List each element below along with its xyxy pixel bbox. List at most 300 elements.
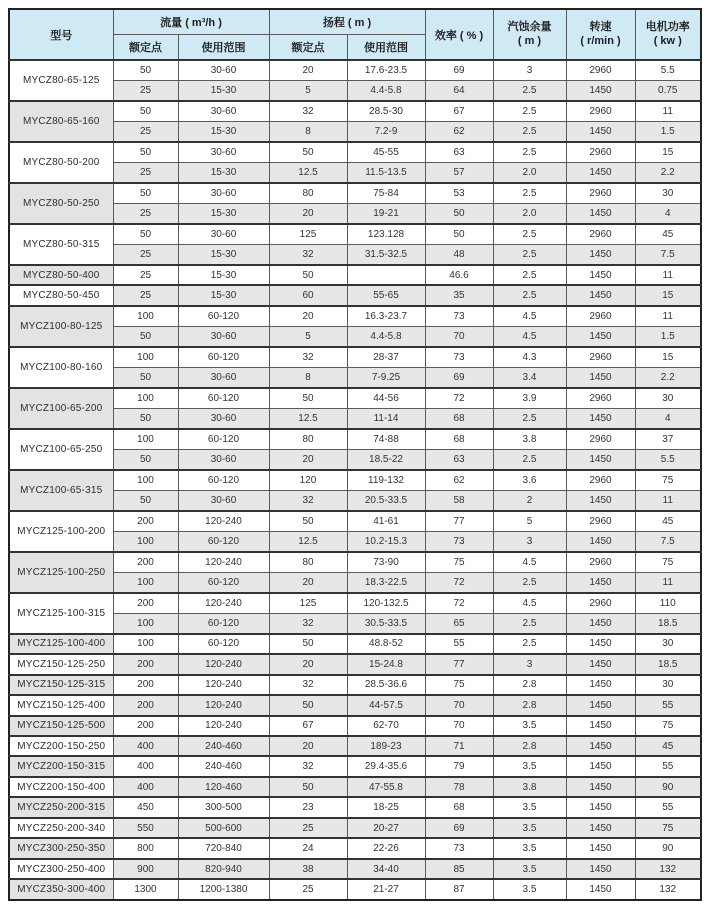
npsh-cell: 3.4 [493,367,566,387]
efficiency-cell: 68 [425,429,493,449]
model-cell: MYCZ80-65-160 [9,101,113,142]
power-cell: 45 [635,511,701,531]
flow-rated-cell: 200 [113,675,178,695]
model-cell: MYCZ100-65-250 [9,429,113,470]
efficiency-cell: 69 [425,818,493,838]
flow-range-cell: 120-460 [178,777,269,797]
npsh-cell: 2.5 [493,265,566,285]
table-row [9,879,701,900]
speed-cell: 1450 [566,613,635,633]
npsh-cell: 2.5 [493,121,566,141]
flow-range-cell: 120-240 [178,675,269,695]
efficiency-cell: 65 [425,613,493,633]
flow-rated-cell: 100 [113,531,178,551]
table-row [9,224,701,244]
table-row [9,101,701,121]
npsh-cell: 2.5 [493,408,566,428]
flow-range-cell: 30-60 [178,183,269,203]
speed-cell: 2960 [566,388,635,408]
head-range-cell: 17.6-23.5 [347,60,425,80]
power-cell: 11 [635,572,701,592]
model-cell: MYCZ200-150-400 [9,777,113,797]
npsh-cell: 2.5 [493,80,566,100]
head-rated-cell: 25 [269,818,347,838]
speed-cell: 2960 [566,470,635,490]
speed-cell: 1450 [566,265,635,285]
power-cell: 1.5 [635,121,701,141]
npsh-cell: 2.8 [493,736,566,756]
flow-range-cell: 120-240 [178,511,269,531]
head-range-cell: 75-84 [347,183,425,203]
speed-cell: 1450 [566,716,635,736]
head-range-cell: 28-37 [347,347,425,367]
col-header-npsh [493,9,566,60]
efficiency-cell: 73 [425,306,493,326]
npsh-cell: 2.5 [493,142,566,162]
speed-cell: 1450 [566,121,635,141]
head-range-cell: 7.2-9 [347,121,425,141]
table-row [9,531,701,551]
power-cell: 90 [635,838,701,858]
flow-range-cell: 120-240 [178,654,269,674]
model-cell: MYCZ125-100-200 [9,511,113,552]
head-rated-cell: 120 [269,470,347,490]
power-cell: 4 [635,203,701,223]
table-row [9,470,701,490]
head-rated-cell: 23 [269,797,347,817]
efficiency-cell: 62 [425,121,493,141]
head-rated-cell: 32 [269,347,347,367]
power-cell: 110 [635,593,701,613]
power-unit: ( kw ) [653,34,682,47]
flow-rated-cell: 100 [113,429,178,449]
model-cell: MYCZ300-250-350 [9,838,113,858]
table-row [9,142,701,162]
flow-rated-cell: 200 [113,552,178,572]
table-row [9,449,701,469]
flow-range-cell: 30-60 [178,367,269,387]
npsh-cell: 3.5 [493,838,566,858]
efficiency-cell: 71 [425,736,493,756]
power-label: 电机功率 [645,20,690,33]
power-cell: 2.2 [635,162,701,182]
flow-rated-cell: 1300 [113,879,178,900]
table-row [9,511,701,531]
efficiency-cell: 70 [425,326,493,346]
head-rated-cell: 50 [269,634,347,654]
flow-range-cell: 30-60 [178,60,269,80]
table-row [9,756,701,776]
model-cell: MYCZ100-80-125 [9,306,113,347]
power-cell: 11 [635,490,701,510]
head-range-cell: 120-132.5 [347,593,425,613]
speed-cell: 1450 [566,736,635,756]
npsh-cell: 2.5 [493,244,566,264]
npsh-unit: ( m ) [517,34,542,47]
efficiency-cell: 63 [425,142,493,162]
table-row [9,818,701,838]
efficiency-cell: 79 [425,756,493,776]
npsh-cell: 2.8 [493,695,566,715]
head-range-cell: 29.4-35.6 [347,756,425,776]
table-row [9,613,701,633]
speed-cell: 1450 [566,490,635,510]
speed-cell: 1450 [566,818,635,838]
efficiency-cell: 64 [425,80,493,100]
npsh-cell: 3.8 [493,777,566,797]
table-row [9,367,701,387]
head-rated-cell: 50 [269,142,347,162]
power-cell: 0.75 [635,80,701,100]
speed-cell: 2960 [566,306,635,326]
flow-range-cell: 60-120 [178,531,269,551]
flow-range-cell: 30-60 [178,224,269,244]
model-cell: MYCZ80-50-315 [9,224,113,265]
col-header-power [635,9,701,60]
efficiency-cell: 72 [425,593,493,613]
head-rated-cell: 12.5 [269,162,347,182]
flow-rated-cell: 800 [113,838,178,858]
head-range-cell: 34-40 [347,859,425,879]
head-range-cell: 7-9.25 [347,367,425,387]
npsh-cell: 3 [493,531,566,551]
model-cell: MYCZ200-150-250 [9,736,113,756]
head-rated-cell: 38 [269,859,347,879]
power-cell: 37 [635,429,701,449]
table-row [9,675,701,695]
model-cell: MYCZ80-65-125 [9,60,113,101]
speed-cell: 1450 [566,634,635,654]
efficiency-cell: 55 [425,634,493,654]
table-row [9,347,701,367]
flow-range-cell: 120-240 [178,695,269,715]
flow-range-cell: 15-30 [178,162,269,182]
npsh-cell: 4.5 [493,306,566,326]
flow-rated-cell: 200 [113,593,178,613]
head-range-cell: 19-21 [347,203,425,223]
head-rated-cell: 50 [269,388,347,408]
speed-cell: 1450 [566,367,635,387]
flow-range-cell: 15-30 [178,285,269,305]
npsh-cell: 2.5 [493,572,566,592]
col-header-flow-range: 使用范围 [178,35,269,61]
flow-range-cell: 120-240 [178,552,269,572]
head-rated-cell: 32 [269,675,347,695]
flow-range-cell: 30-60 [178,101,269,121]
flow-range-cell: 120-240 [178,593,269,613]
flow-range-cell: 60-120 [178,613,269,633]
head-rated-cell: 5 [269,80,347,100]
model-cell: MYCZ80-50-400 [9,265,113,285]
flow-rated-cell: 50 [113,142,178,162]
flow-rated-cell: 100 [113,572,178,592]
head-range-cell: 30.5-33.5 [347,613,425,633]
head-range-cell: 41-61 [347,511,425,531]
flow-rated-cell: 200 [113,511,178,531]
power-cell: 75 [635,552,701,572]
flow-rated-cell: 50 [113,101,178,121]
npsh-cell: 2.5 [493,101,566,121]
efficiency-cell: 62 [425,470,493,490]
speed-cell: 1450 [566,654,635,674]
flow-range-cell: 15-30 [178,203,269,223]
power-cell: 132 [635,859,701,879]
model-cell: MYCZ150-125-315 [9,675,113,695]
flow-rated-cell: 50 [113,60,178,80]
head-range-cell: 28.5-36.6 [347,675,425,695]
npsh-cell: 3.5 [493,859,566,879]
flow-range-cell: 60-120 [178,572,269,592]
npsh-cell: 3.9 [493,388,566,408]
flow-rated-cell: 25 [113,285,178,305]
head-range-cell: 31.5-32.5 [347,244,425,264]
table-row [9,838,701,858]
flow-range-cell: 120-240 [178,716,269,736]
col-header-model: 型号 [9,9,113,60]
flow-range-cell: 500-600 [178,818,269,838]
head-rated-cell: 50 [269,695,347,715]
flow-rated-cell: 200 [113,654,178,674]
npsh-cell: 2.8 [493,675,566,695]
power-cell: 55 [635,756,701,776]
head-rated-cell: 8 [269,121,347,141]
npsh-cell: 4.3 [493,347,566,367]
npsh-cell: 2.5 [493,224,566,244]
efficiency-cell: 58 [425,490,493,510]
table-row [9,552,701,572]
model-cell: MYCZ300-250-400 [9,859,113,879]
efficiency-cell: 72 [425,388,493,408]
flow-range-cell: 300-500 [178,797,269,817]
power-cell: 45 [635,224,701,244]
flow-range-cell: 240-460 [178,756,269,776]
spec-table-body [9,60,701,900]
col-header-speed [566,9,635,60]
head-range-cell: 189-23 [347,736,425,756]
head-range-cell: 10.2-15.3 [347,531,425,551]
head-range-cell: 4.4-5.8 [347,80,425,100]
flow-rated-cell: 25 [113,244,178,264]
table-row [9,203,701,223]
flow-rated-cell: 100 [113,388,178,408]
flow-rated-cell: 50 [113,183,178,203]
table-row [9,60,701,80]
speed-cell: 1450 [566,162,635,182]
efficiency-cell: 70 [425,716,493,736]
speed-cell: 2960 [566,429,635,449]
flow-range-cell: 60-120 [178,470,269,490]
head-rated-cell: 60 [269,285,347,305]
flow-range-cell: 60-120 [178,429,269,449]
power-cell: 30 [635,388,701,408]
npsh-cell: 2.5 [493,183,566,203]
npsh-cell: 2.5 [493,634,566,654]
head-rated-cell: 24 [269,838,347,858]
table-row [9,797,701,817]
flow-rated-cell: 100 [113,470,178,490]
model-cell: MYCZ125-100-400 [9,634,113,654]
power-cell: 15 [635,347,701,367]
table-row [9,265,701,285]
speed-cell: 2960 [566,347,635,367]
npsh-cell: 4.5 [493,552,566,572]
head-range-cell: 20.5-33.5 [347,490,425,510]
flow-range-cell: 720-840 [178,838,269,858]
speed-cell: 1450 [566,449,635,469]
head-rated-cell: 20 [269,306,347,326]
flow-range-cell: 15-30 [178,244,269,264]
speed-cell: 1450 [566,244,635,264]
head-rated-cell: 20 [269,654,347,674]
head-rated-cell: 50 [269,265,347,285]
head-rated-cell: 12.5 [269,531,347,551]
head-range-cell: 44-56 [347,388,425,408]
col-header-flow: 流量 ( m³/h ) [113,9,269,35]
head-range-cell: 11.5-13.5 [347,162,425,182]
table-row [9,572,701,592]
efficiency-cell: 85 [425,859,493,879]
power-cell: 132 [635,879,701,900]
efficiency-cell: 75 [425,675,493,695]
flow-rated-cell: 50 [113,224,178,244]
power-cell: 90 [635,777,701,797]
head-rated-cell: 20 [269,449,347,469]
npsh-cell: 5 [493,511,566,531]
npsh-cell: 3.8 [493,429,566,449]
flow-rated-cell: 100 [113,306,178,326]
speed-cell: 1450 [566,675,635,695]
power-cell: 7.5 [635,244,701,264]
flow-range-cell: 60-120 [178,347,269,367]
speed-cell: 2960 [566,101,635,121]
head-range-cell: 123.128 [347,224,425,244]
efficiency-cell: 63 [425,449,493,469]
flow-range-cell: 15-30 [178,265,269,285]
table-row [9,408,701,428]
power-cell: 15 [635,142,701,162]
efficiency-cell: 73 [425,347,493,367]
power-cell: 18.5 [635,654,701,674]
table-row [9,285,701,305]
flow-rated-cell: 50 [113,326,178,346]
power-cell: 75 [635,716,701,736]
table-row [9,777,701,797]
efficiency-cell: 73 [425,531,493,551]
speed-cell: 1450 [566,879,635,900]
head-rated-cell: 32 [269,490,347,510]
efficiency-cell: 68 [425,408,493,428]
power-cell: 1.5 [635,326,701,346]
efficiency-cell: 35 [425,285,493,305]
head-rated-cell: 80 [269,552,347,572]
flow-rated-cell: 50 [113,408,178,428]
head-rated-cell: 20 [269,203,347,223]
power-cell: 45 [635,736,701,756]
table-row [9,80,701,100]
flow-range-cell: 240-460 [178,736,269,756]
power-cell: 11 [635,306,701,326]
speed-cell: 2960 [566,183,635,203]
speed-cell: 2960 [566,511,635,531]
flow-range-cell: 60-120 [178,634,269,654]
table-row [9,634,701,654]
power-cell: 30 [635,183,701,203]
model-cell: MYCZ250-200-340 [9,818,113,838]
table-row [9,859,701,879]
table-row [9,162,701,182]
flow-rated-cell: 400 [113,736,178,756]
head-rated-cell: 80 [269,183,347,203]
power-cell: 5.5 [635,449,701,469]
flow-rated-cell: 25 [113,80,178,100]
efficiency-cell: 46.6 [425,265,493,285]
power-cell: 55 [635,797,701,817]
speed-cell: 1450 [566,797,635,817]
npsh-cell: 3 [493,60,566,80]
flow-range-cell: 30-60 [178,449,269,469]
col-header-efficiency: 效率 ( % ) [425,9,493,60]
model-cell: MYCZ100-80-160 [9,347,113,388]
npsh-cell: 3.5 [493,818,566,838]
speed-cell: 1450 [566,285,635,305]
head-rated-cell: 32 [269,613,347,633]
head-range-cell: 74-88 [347,429,425,449]
flow-rated-cell: 50 [113,449,178,469]
flow-rated-cell: 400 [113,756,178,776]
flow-rated-cell: 100 [113,613,178,633]
flow-rated-cell: 400 [113,777,178,797]
efficiency-cell: 78 [425,777,493,797]
npsh-cell: 4.5 [493,326,566,346]
model-cell: MYCZ125-100-250 [9,552,113,593]
table-row [9,121,701,141]
efficiency-cell: 69 [425,60,493,80]
head-rated-cell: 32 [269,101,347,121]
speed-unit: ( r/min ) [580,34,621,47]
npsh-cell: 2.0 [493,203,566,223]
flow-rated-cell: 100 [113,347,178,367]
power-cell: 15 [635,285,701,305]
header-row-1 [9,9,701,35]
head-range-cell: 44-57.5 [347,695,425,715]
speed-cell: 2960 [566,593,635,613]
power-cell: 75 [635,818,701,838]
npsh-cell: 2 [493,490,566,510]
power-cell: 30 [635,634,701,654]
head-range-cell: 11-14 [347,408,425,428]
efficiency-cell: 50 [425,224,493,244]
flow-range-cell: 60-120 [178,306,269,326]
flow-rated-cell: 25 [113,121,178,141]
speed-cell: 1450 [566,838,635,858]
head-range-cell: 18-25 [347,797,425,817]
flow-range-cell: 820-940 [178,859,269,879]
flow-rated-cell: 900 [113,859,178,879]
speed-cell: 2960 [566,552,635,572]
flow-range-cell: 15-30 [178,121,269,141]
speed-cell: 1450 [566,326,635,346]
head-rated-cell: 5 [269,326,347,346]
table-row [9,306,701,326]
efficiency-cell: 57 [425,162,493,182]
power-cell: 2.2 [635,367,701,387]
flow-range-cell: 30-60 [178,490,269,510]
efficiency-cell: 77 [425,511,493,531]
head-rated-cell: 12.5 [269,408,347,428]
speed-cell: 1450 [566,756,635,776]
head-rated-cell: 32 [269,756,347,776]
speed-cell: 2960 [566,60,635,80]
